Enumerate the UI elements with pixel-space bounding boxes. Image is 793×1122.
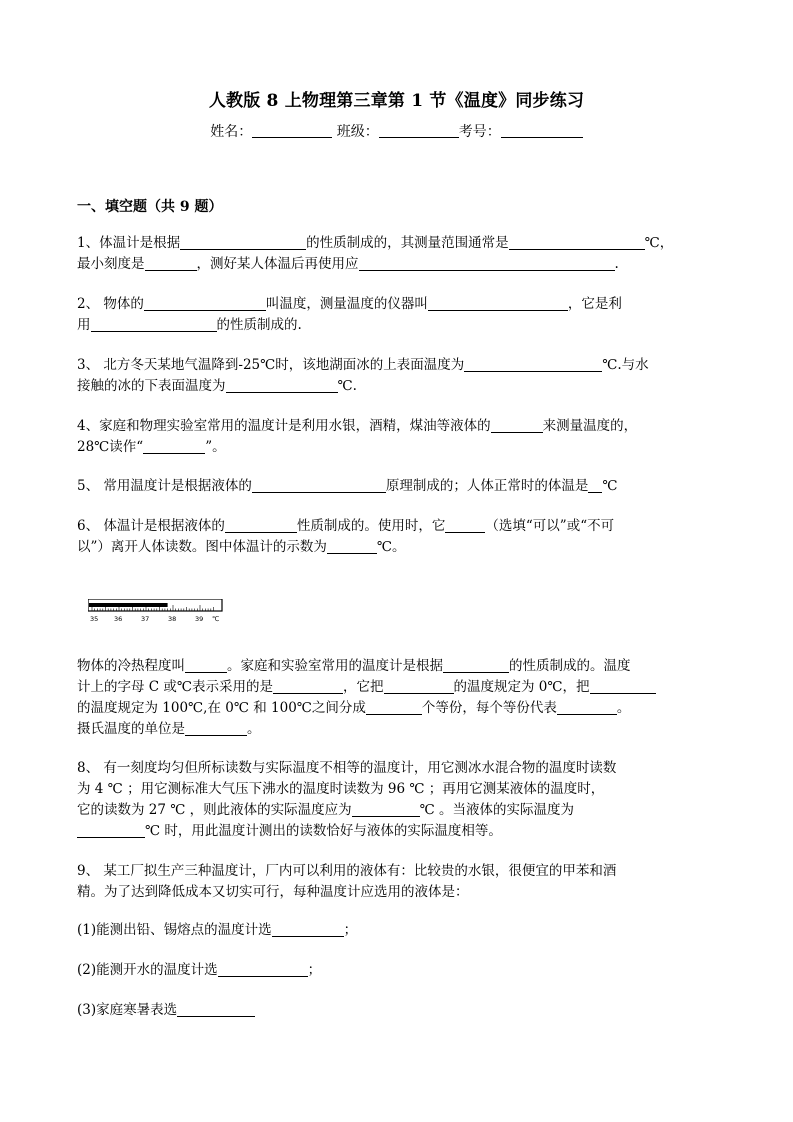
answer-blank[interactable] — [588, 477, 602, 493]
answer-blank[interactable] — [226, 377, 338, 393]
question-text: (2)能测开水的温度计选 — [77, 962, 218, 978]
exam-number-label: 考号： — [458, 124, 501, 140]
question-text: 28℃读作“ — [77, 439, 144, 455]
thermometer-figure — [88, 599, 224, 623]
question-text: 精。为了达到降低成本又切实可行，每种温度计应选用的液体是： — [77, 884, 469, 900]
answer-blank[interactable] — [218, 961, 308, 977]
answer-blank[interactable] — [509, 234, 645, 250]
question-text: 的温度规定为 100℃,在 0℃ 和 100℃之间分成 — [77, 700, 366, 716]
question-text: ℃. — [337, 378, 357, 394]
question-text: 的性质制成的. — [216, 317, 302, 333]
question-text: (1)能测出铅、锡熔点的温度计选 — [77, 922, 272, 938]
tick-label: 38 — [168, 615, 177, 623]
answer-blank[interactable] — [327, 538, 377, 554]
answer-blank[interactable] — [445, 517, 485, 533]
answer-blank[interactable] — [443, 657, 509, 673]
question-text: 它的读数为 27 ℃ ，则此液体的实际温度应为 — [77, 802, 352, 818]
question-text: 物体的冷热程度叫 — [77, 658, 185, 674]
question-text: 以”）离开人体读数。图中体温计的示数为 — [77, 539, 327, 555]
question-text: 个等份，每个等份代表 — [421, 700, 557, 716]
tick-label: 39 — [195, 615, 204, 623]
question-text: 。 — [616, 700, 631, 716]
name-label: 姓名： — [210, 124, 253, 140]
tick-label: 36 — [114, 615, 123, 623]
question-text: ，它是利 — [567, 296, 622, 312]
question-text: 叫温度，测量温度的仪器叫 — [265, 296, 428, 312]
answer-blank[interactable] — [464, 356, 602, 372]
answer-blank[interactable] — [272, 921, 344, 937]
question-text: 原理制成的；人体正常时的体温是 — [385, 478, 589, 494]
answer-blank[interactable] — [145, 255, 197, 271]
question-text: 2、 物体的 — [77, 296, 144, 312]
question-text: 8、 有一刻度均匀但所标读数与实际温度不相等的温度计，用它测冰水混合物的温度时读数 — [77, 760, 617, 776]
question-text: 摄氏温度的单位是 — [77, 721, 185, 737]
name-blank[interactable] — [252, 123, 332, 138]
answer-blank[interactable] — [144, 295, 266, 311]
question-2 — [77, 294, 717, 336]
answer-blank[interactable] — [590, 678, 656, 694]
question-text: 最小刻度是 — [77, 256, 145, 272]
question-text: ℃， — [644, 235, 674, 251]
answer-blank[interactable] — [428, 295, 568, 311]
question-text: ℃ 。当液体的实际温度为 — [419, 802, 575, 818]
question-6 — [77, 516, 717, 558]
question-text: . — [614, 256, 619, 272]
question-9-item-2 — [77, 960, 717, 981]
question-9-item-1 — [77, 920, 717, 941]
question-text: 。 — [247, 721, 261, 737]
question-text: ℃ 时，用此温度计测出的读数恰好与液体的实际温度相等。 — [145, 823, 502, 839]
question-7 — [77, 656, 717, 740]
question-text: (3)家庭寒暑表选 — [77, 1002, 178, 1018]
question-text: ”。 — [205, 439, 226, 455]
question-text: 接触的冰的下表面温度为 — [77, 378, 226, 394]
answer-blank[interactable] — [185, 657, 227, 673]
exam-number-blank[interactable] — [501, 123, 583, 138]
question-text: 。家庭和实验室常用的温度计是根据 — [227, 658, 443, 674]
answer-blank[interactable] — [252, 477, 386, 493]
question-text: 6、 体温计是根据液体的 — [77, 518, 225, 534]
question-text: 3、 北方冬天某地气温降到-25℃时，该地湖面冰的上表面温度为 — [77, 357, 465, 373]
question-8 — [77, 758, 717, 842]
answer-blank[interactable] — [352, 801, 420, 817]
question-text: ； — [343, 922, 358, 938]
question-text: 的性质制成的。温度 — [509, 658, 631, 674]
question-text: 的温度规定为 0℃，把 — [453, 679, 590, 695]
question-text: 的性质制成的，其测量范围通常是 — [306, 235, 509, 251]
question-1 — [77, 233, 717, 275]
answer-blank[interactable] — [91, 316, 217, 332]
question-text: ℃。 — [376, 539, 406, 555]
question-text: 9、 某工厂拟生产三种温度计，厂内可以利用的液体有：比较贵的水银，很便宜的甲苯和酒 — [77, 863, 617, 879]
question-text: 1、体温计是根据 — [77, 235, 181, 251]
answer-blank[interactable] — [180, 234, 306, 250]
answer-blank[interactable] — [384, 678, 454, 694]
question-text: ，测好某人体温后再使用应 — [196, 256, 359, 272]
answer-blank[interactable] — [225, 517, 297, 533]
answer-blank[interactable] — [491, 417, 543, 433]
answer-blank[interactable] — [185, 720, 247, 736]
question-text: 计上的字母 C 或℃表示采用的是 — [77, 679, 274, 695]
question-9-item-3 — [77, 1000, 717, 1021]
question-text: ℃.与水 — [602, 357, 649, 373]
answer-blank[interactable] — [557, 699, 617, 715]
tick-label: 35 — [90, 615, 99, 623]
answer-blank[interactable] — [77, 822, 145, 838]
question-text: 4、家庭和物理实验室常用的温度计是利用水银，酒精，煤油等液体的 — [77, 418, 491, 434]
answer-blank[interactable] — [366, 699, 422, 715]
answer-blank[interactable] — [273, 678, 343, 694]
question-3 — [77, 355, 717, 397]
question-text: 用 — [77, 317, 91, 333]
page-title: 人教版 8 上物理第三章第 1 节《温度》同步练习 — [208, 91, 585, 111]
answer-blank[interactable] — [359, 255, 615, 271]
question-text: ； — [307, 962, 322, 978]
mercury-column — [89, 603, 168, 607]
section-title: 一、填空题（共 9 题） — [77, 199, 223, 215]
tick-label: 37 — [141, 615, 150, 623]
tick-label: ℃ — [212, 615, 220, 623]
question-text: 性质制成的。使用时，它 — [296, 518, 446, 534]
question-4 — [77, 416, 717, 458]
question-text: ℃ — [602, 478, 618, 494]
question-5 — [77, 476, 717, 497]
answer-blank[interactable] — [143, 438, 205, 454]
answer-blank[interactable] — [177, 1001, 255, 1017]
student-info-line — [0, 121, 793, 141]
question-text: ，它把 — [343, 679, 384, 695]
question-text: 5、 常用温度计是根据液体的 — [77, 478, 252, 494]
question-text: 来测量温度的， — [542, 418, 638, 434]
class-blank[interactable] — [379, 123, 459, 138]
question-text: （选填“可以”或“不可 — [485, 518, 615, 534]
question-text: 为 4 ℃ ；用它测标准大气压下沸水的温度时读数为 96 ℃ ；再用它测某液体的温度时， — [77, 781, 605, 797]
question-9 — [77, 861, 717, 903]
class-label: 班级： — [336, 124, 379, 140]
